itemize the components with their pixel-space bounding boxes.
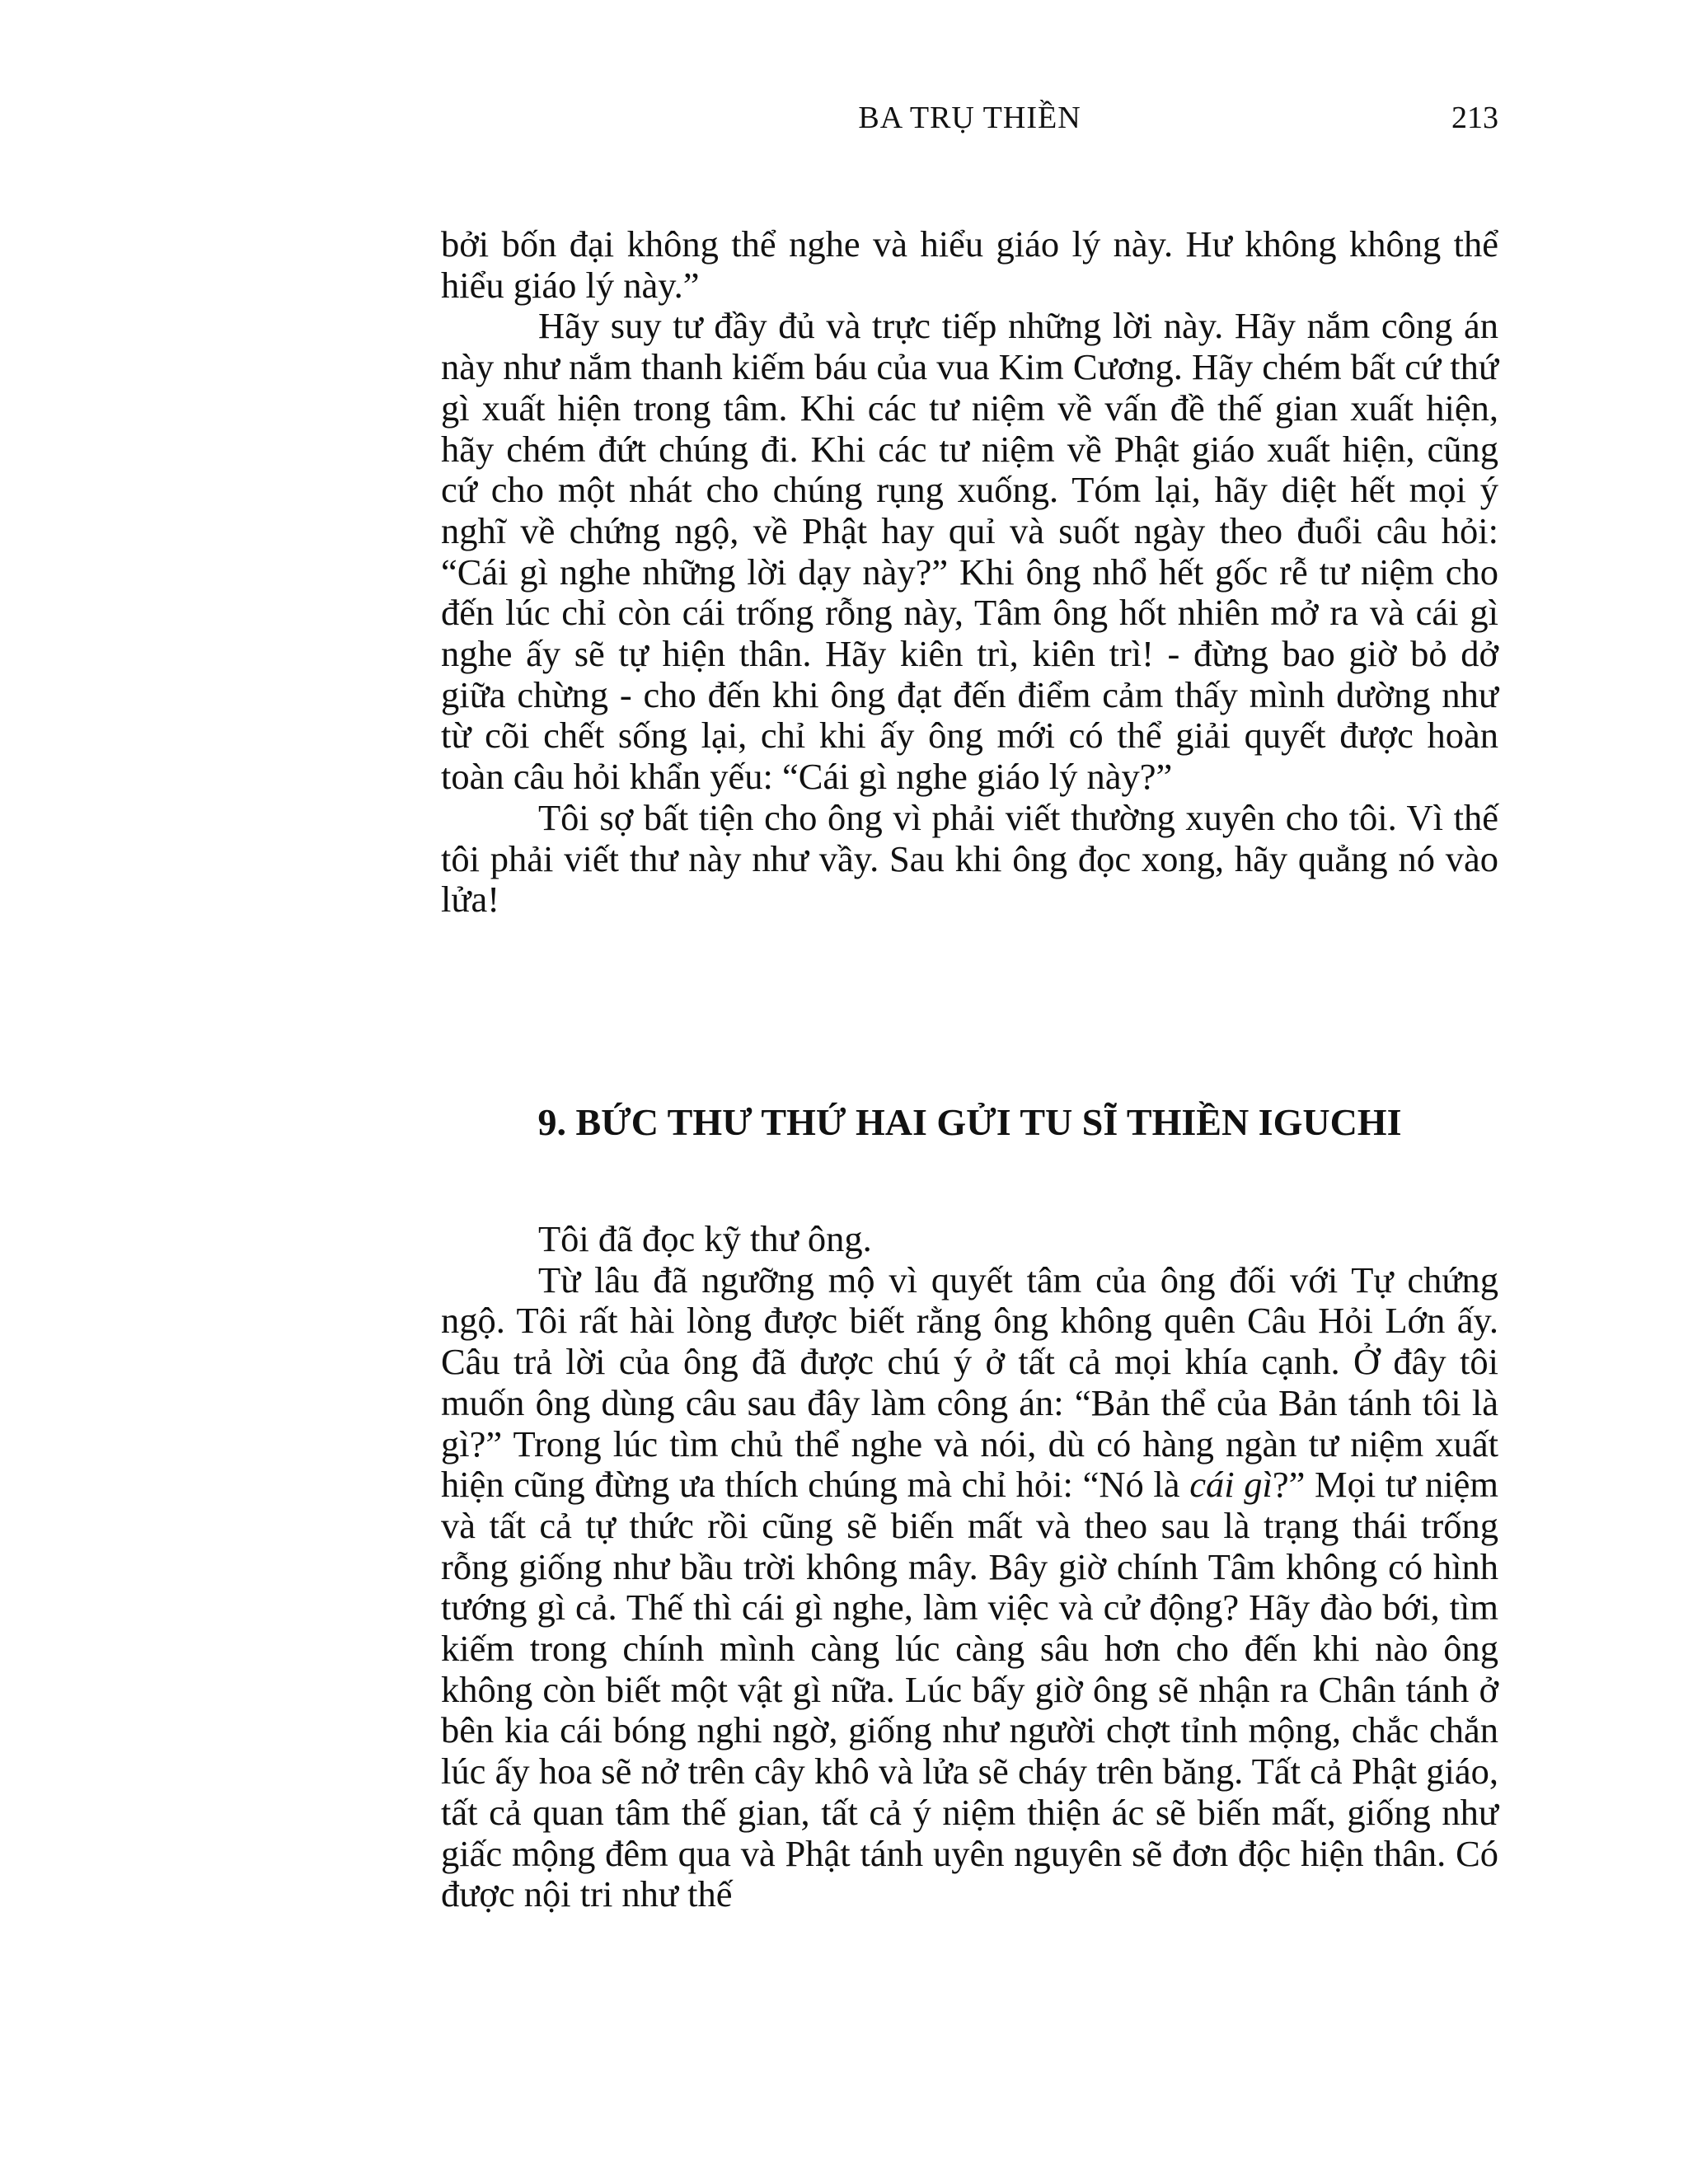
second-letter-body	[441, 1219, 1498, 1915]
paragraph: Tôi đã đọc kỹ thư ông.	[538, 1218, 872, 1259]
paragraph: bởi bốn đại không thể nghe và hiểu giáo lý này. Hư không không thể hiểu giáo lý này.”	[441, 223, 1498, 306]
paragraph-text: ?” Mọi tư niệm và tất cả tự thức rồi cũng sẽ biến mất và theo sau là trạng thái trống rỗng giống như bầu trời không mây. Bây giờ chính Tâm không có hình tướng gì cả. Thế thì cái gì nghe, làm việc và cử động? Hãy đào bới, tìm kiếm trong chính mình càng lúc càng sâu hơn cho đến khi nào ông không còn biết một vật gì nữa. Lúc bấy giờ ông sẽ nhận ra Chân tánh ở bên kia cái bóng nghi ngờ, giống như người chợt tỉnh mộng, chắc chắn lúc ấy hoa sẽ nở trên cây khô và lửa sẽ cháy trên băng. Tất cả Phật giáo, tất cả quan tâm thế gian, tất cả ý niệm thiện ác sẽ biến mất, giống như giấc mộng đêm qua và Phật tánh uyên nguyên sẽ đơn độc hiện thân. Có được nội tri như thế	[441, 1464, 1499, 1915]
paragraph	[441, 1260, 1498, 1915]
paragraph: Tôi sợ bất tiện cho ông vì phải viết thường xuyên cho tôi. Vì thế tôi phải viết thư này như vầy. Sau khi ông đọc xong, hãy quẳng nó vào lửa!	[441, 796, 1498, 921]
letter-continuation	[441, 224, 1498, 921]
paragraph: Hãy suy tư đầy đủ và trực tiếp những lời này. Hãy nắm công án này như nắm thanh kiếm báu của vua Kim Cương. Hãy chém bất cứ thứ gì xuất hiện trong tâm. Khi các tư niệm về vấn đề thế gian xuất hiện, hãy chém đứt chúng đi. Khi các tư niệm về Phật giáo xuất hiện, cũng cứ cho một nhát cho chúng rụng xuống. Tóm lại, hãy diệt hết mọi ý nghĩ về chứng ngộ, về Phật hay quỉ và suốt ngày theo đuổi câu hỏi: “Cái gì nghe những lời dạy này?” Khi ông nhổ hết gốc rễ tư niệm cho đến lúc chỉ còn cái trống rỗng này, Tâm ông hốt nhiên mở ra và cái gì nghe ấy sẽ tự hiện thân. Hãy kiên trì, kiên trì! - đừng bao giờ bỏ dở giữa chừng - cho đến khi ông đạt đến điểm cảm thấy mình dường như từ cõi chết sống lại, chỉ khi ấy ông mới có thể giải quyết được hoàn toàn câu hỏi khẩn yếu: “Cái gì nghe giáo lý này?”	[441, 305, 1498, 798]
running-header-title: BA TRỤ THIỀN	[858, 101, 1081, 135]
page-number: 213	[1451, 101, 1498, 135]
paragraph-text: Từ lâu đã ngưỡng mộ vì quyết tâm của ông đối với Tự chứng ngộ. Tôi rất hài lòng được biết rằng ông không quên Câu Hỏi Lớn ấy. Câu trả lời của ông đã được chú ý ở tất cả mọi khía cạnh. Ở đây tôi muốn ông dùng câu sau đây làm công án: “Bản thể của Bản tánh tôi là gì?” Trong lúc tìm chủ thể nghe và nói, dù có hàng ngàn tư niệm xuất hiện cũng đừng ưa thích chúng mà chỉ hỏi: “Nó là	[441, 1258, 1498, 1506]
running-header	[441, 97, 1498, 138]
italic-emphasis: cái gì	[1189, 1464, 1273, 1506]
section-heading: 9. BỨC THƯ THỨ HAI GỬI TU SĨ THIỀN IGUCHI	[537, 1101, 1402, 1143]
